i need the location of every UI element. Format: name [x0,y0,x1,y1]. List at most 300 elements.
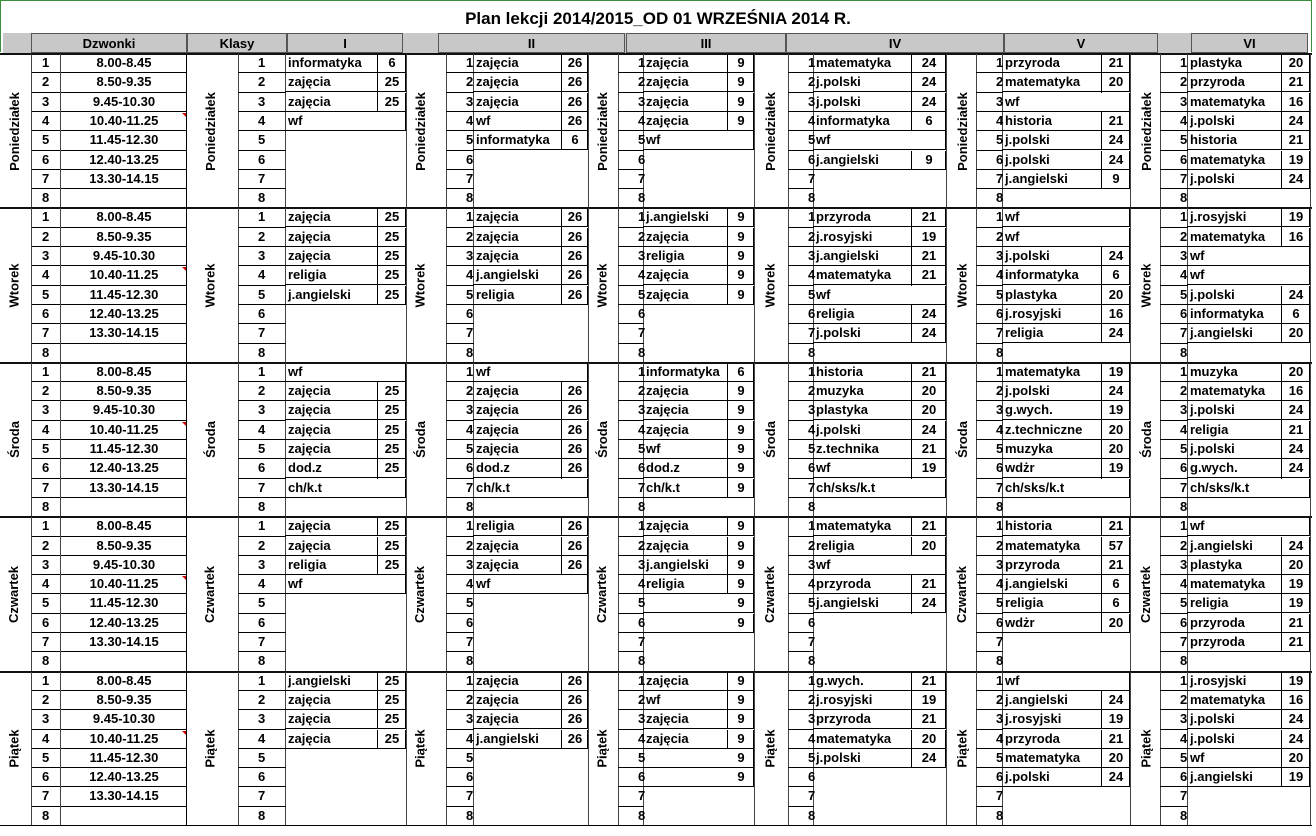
class-lesson-number: 7 [466,634,474,649]
subject: matematyka [816,730,892,746]
class-lesson-number: 7 [996,634,1004,649]
grid-line [1281,459,1282,478]
subject: informatyka [646,363,720,379]
class-lesson-number: 1 [638,363,646,379]
room-number [1282,787,1310,806]
class-lesson-number: 1 [996,518,1004,534]
class-lesson-number: 8 [258,653,266,669]
room-number [378,768,406,787]
class-lesson-number: 4 [1180,421,1188,437]
subject: muzyka [1005,441,1053,456]
lesson-number: 1 [42,518,50,534]
room-number: 26 [567,711,583,727]
grid-line [377,382,378,401]
grid-line [911,93,912,112]
subject: j.angielski [816,248,879,263]
day-name: Wtorek [594,263,610,308]
room-number: 20 [1288,556,1304,572]
class-lesson-number: 1 [638,55,646,70]
class-lesson-number: 3 [1180,556,1188,572]
lesson-number: 6 [42,614,50,630]
class-lesson-number: 3 [466,556,474,572]
room-number: 19 [1288,209,1304,225]
grid-line [727,286,728,305]
room-number [562,633,588,652]
subject: przyroda [1005,55,1060,70]
class-lesson-number: 1 [808,55,816,70]
room-number [728,305,754,324]
subject [816,498,916,517]
grid-line [1281,208,1282,227]
bell-time: 11.45-12.30 [89,286,159,302]
room-number [562,614,588,633]
class-lesson-number: 5 [1180,595,1188,611]
subject: j.polski [1005,151,1050,167]
room-number [728,787,754,806]
grid-line [1160,54,1161,208]
room-number [1282,652,1310,671]
subject: informatyka [1190,305,1264,321]
subject [476,787,576,806]
room-number [912,344,946,363]
bell-time [62,807,186,826]
grid-line [60,54,61,208]
class-lesson-number: 6 [996,151,1004,167]
bell-time: 9.45-10.30 [92,248,156,263]
room-number: 9 [737,248,745,263]
class-lesson-number: 3 [638,556,646,572]
class-lesson-number: 6 [466,460,474,476]
class-lesson-number: 6 [466,151,474,167]
class-lesson-number: 1 [258,55,266,70]
grid-line [561,286,562,305]
subject: wf [288,363,303,379]
class-lesson-number: 5 [466,441,474,456]
day-label-block [1136,517,1156,671]
subject: j.polski [1190,441,1235,456]
class-lesson-number: 6 [638,151,646,167]
lesson-number: 4 [42,112,50,128]
grid-line [1281,749,1282,768]
room-number: 9 [737,595,745,611]
grid-line [1281,305,1282,324]
subject: g.wych. [1190,460,1238,476]
grid-line [1281,768,1282,787]
class-lesson-number: 6 [1180,305,1188,321]
subject [646,324,736,343]
grid-line [1101,247,1102,266]
subject: plastyka [1190,556,1243,572]
class-lesson-number: 5 [808,749,816,765]
grid-line [976,54,977,208]
room-number: 9 [737,93,745,109]
room-number: 25 [384,228,400,244]
subject: matematyka [1190,151,1266,167]
subject [1190,344,1290,363]
class-lesson-number: 6 [466,305,474,321]
subject: j.rosyjski [1190,209,1247,225]
grid-line [406,672,407,826]
class-lesson-number: 3 [638,93,646,109]
class-lesson-number: 1 [466,518,474,534]
room-number: 21 [1108,556,1124,572]
bell-time: 13.30-14.15 [89,634,159,649]
class-lesson-number: 5 [258,132,266,148]
class-lesson-number: 2 [466,537,474,553]
class-lesson-number: 1 [808,363,816,379]
class-lesson-number: 6 [996,460,1004,476]
class-lesson-number: 1 [638,672,646,688]
subject [1190,652,1290,671]
room-number [562,749,588,768]
grid-line [911,151,912,170]
subject [646,498,736,517]
room-number: 24 [1288,402,1304,418]
class-lesson-number: 8 [638,344,646,360]
subject [816,787,916,806]
room-number [912,498,946,517]
room-number [1102,652,1130,671]
class-lesson-number: 6 [638,614,646,630]
room-number: 26 [567,556,583,572]
class-lesson-number: 7 [1180,170,1188,186]
subject: plastyka [1005,286,1058,302]
subject: zajęcia [288,93,331,109]
class-lesson-number: 5 [808,595,816,611]
room-number: 24 [921,55,937,70]
room-number: 25 [384,286,400,302]
subject: religia [1190,595,1229,611]
class-lesson-number: 8 [466,807,474,823]
bell-time: 11.45-12.30 [89,749,159,765]
day-name: Czwartek [954,565,970,623]
grid-line [727,421,728,440]
bell-time: 8.00-8.45 [96,672,152,688]
room-number: 9 [737,74,745,90]
class-lesson-number: 8 [1180,498,1188,514]
class-lesson-number: 1 [996,55,1004,70]
subject [646,170,736,189]
room-number [1282,517,1310,536]
grid-line [561,517,562,536]
class-lesson-number: 2 [1180,74,1188,90]
room-number: 19 [1108,363,1124,379]
room-number: 9 [1112,170,1120,186]
grid-line [1281,710,1282,729]
grid-line [561,228,562,247]
class-lesson-number: 2 [638,228,646,244]
room-number [728,324,754,343]
subject: zajęcia [476,209,519,225]
room-number: 19 [921,228,937,244]
room-number: 9 [737,55,745,70]
subject: wf [288,112,303,128]
day-name: Czwartek [594,565,610,623]
grid-line [186,517,187,671]
class-lesson-number: 4 [258,112,266,128]
room-number [378,479,406,498]
subject: muzyka [1190,363,1238,379]
subject: zajęcia [476,556,519,572]
subject [646,189,736,208]
class-lesson-number: 7 [1180,325,1188,341]
bell-time: 8.50-9.35 [96,691,152,707]
grid-line [1310,363,1311,517]
subject [1005,189,1105,208]
room-number: 21 [921,576,937,592]
grid-line [1281,112,1282,131]
room-number [562,151,588,170]
day-label-3 [4,363,24,517]
day-name: Czwartek [1138,565,1154,623]
room-number [912,633,946,652]
room-number: 20 [1108,441,1124,456]
bell-time: 13.30-14.15 [89,479,159,495]
subject [816,633,916,652]
grid-line [911,459,912,478]
day-label-block [760,517,780,671]
room-number [912,787,946,806]
class-lesson-number: 4 [258,576,266,592]
subject [288,594,388,613]
class-lesson-number: 7 [808,634,816,649]
room-number: 6 [925,112,933,128]
subject: przyroda [1190,74,1245,90]
subject: j.polski [1190,730,1235,746]
room-number: 21 [1288,421,1304,437]
class-lesson-number: 1 [1180,209,1188,225]
class-lesson-number: 1 [258,209,266,225]
room-number [1102,807,1130,826]
subject [1190,189,1290,208]
room-number [1102,633,1130,652]
subject: matematyka [1005,363,1081,379]
class-lesson-number: 7 [638,325,646,341]
grid-line [1101,324,1102,343]
subject: zajęcia [288,518,331,534]
subject: przyroda [1005,730,1060,746]
subject [476,807,576,826]
room-number: 9 [925,151,933,167]
room-number: 24 [1288,537,1304,553]
room-number: 26 [567,460,583,476]
subject: religia [816,305,855,321]
grid-line [911,691,912,710]
lesson-number: 7 [42,325,50,341]
grid-line [60,208,61,362]
lesson-number: 2 [42,74,50,90]
day-name: Piątek [954,729,970,768]
day-name: Środa [412,421,428,459]
header-class-2: II [438,33,625,53]
room-number: 21 [1288,614,1304,630]
subject: ch/k.t [288,479,322,495]
room-number [1282,266,1310,285]
room-number [378,498,406,517]
class-lesson-number: 3 [638,402,646,418]
lesson-number: 7 [42,170,50,186]
room-number [1102,93,1130,112]
subject: historia [1190,132,1237,148]
day-label-5 [4,672,24,826]
class-lesson-number: 2 [808,74,816,90]
day-name: Piątek [202,729,218,768]
grid-line [588,517,589,671]
room-number: 19 [1288,151,1304,167]
room-number: 21 [1288,634,1304,649]
subject: religia [288,267,327,283]
grid-line [1310,54,1311,208]
grid-line [727,208,728,227]
day-label-block [410,54,430,208]
class-lesson-number: 2 [808,383,816,399]
day-name: Piątek [1138,729,1154,768]
subject: wf [816,556,831,572]
subject [816,614,916,633]
grid-line [1101,730,1102,749]
room-number [378,807,406,826]
room-number: 16 [1108,305,1124,321]
class-lesson-number: 4 [466,421,474,437]
subject: j.polski [1005,383,1050,399]
subject [1190,807,1290,826]
subject [476,768,576,787]
subject: zajęcia [646,421,689,437]
class-lesson-number: 5 [258,286,266,302]
class-lesson-number: 6 [996,614,1004,630]
subject: j.polski [1005,769,1050,785]
class-lesson-number: 8 [996,190,1004,206]
grid-line [561,537,562,556]
subject: zajęcia [288,691,331,707]
subject: zajęcia [288,74,331,90]
grid-line [1130,363,1131,517]
room-number: 26 [567,248,583,263]
subject [476,170,576,189]
class-lesson-number: 2 [996,383,1004,399]
bell-time: 13.30-14.15 [89,325,159,341]
grid-line [377,421,378,440]
class-lesson-number: 5 [638,595,646,611]
grid-line [1281,556,1282,575]
class-lesson-number: 8 [258,807,266,823]
grid-line [754,363,755,517]
subject [816,768,916,787]
subject: j.polski [1005,132,1050,148]
room-number: 24 [921,305,937,321]
subject [1005,652,1105,671]
bell-time: 12.40-13.25 [89,305,159,321]
subject: matematyka [816,267,892,283]
lesson-number: 8 [42,190,50,206]
room-number: 24 [1108,383,1124,399]
subject: wf [1190,267,1205,283]
class-lesson-number: 6 [996,769,1004,785]
class-lesson-number: 3 [996,248,1004,263]
grid-line [377,401,378,420]
grid-line [377,672,378,691]
grid-line [377,247,378,266]
class-lesson-number: 8 [808,498,816,514]
room-number: 26 [567,286,583,302]
room-number [1282,344,1310,363]
subject: zajęcia [288,730,331,746]
class-lesson-number: 6 [1180,614,1188,630]
subject: zajęcia [288,228,331,244]
day-label-block [1136,54,1156,208]
class-lesson-number: 5 [996,132,1004,148]
lesson-number: 5 [42,595,50,611]
room-number: 24 [1108,132,1124,148]
class-lesson-number: 1 [1180,55,1188,70]
grid-line [911,305,912,324]
room-number: 21 [921,363,937,379]
class-lesson-number: 6 [258,769,266,785]
room-number: 26 [567,537,583,553]
class-lesson-number: 1 [1180,363,1188,379]
room-number [1102,498,1130,517]
day-label-block [952,517,972,671]
class-lesson-number: 8 [638,653,646,669]
day-label-block [760,363,780,517]
bell-time: 10.40-11.25 [89,576,159,592]
bell-time: 11.45-12.30 [89,595,159,611]
subject: zajęcia [288,421,331,437]
subject [646,749,736,768]
subject: zajęcia [476,93,519,109]
subject: zajęcia [646,711,689,727]
subject: przyroda [1190,614,1245,630]
subject: wf [1190,248,1205,263]
subject: j.angielski [1190,537,1253,553]
subject [476,189,576,208]
room-number: 24 [921,93,937,109]
subject [1190,498,1290,517]
class-lesson-number: 5 [638,132,646,148]
subject [476,652,576,671]
room-number: 19 [1288,769,1304,785]
grid-line [911,401,912,420]
grid-line [1101,151,1102,170]
grid-line [1101,614,1102,633]
class-lesson-number: 4 [466,112,474,128]
day-name: Środa [202,421,218,459]
subject: zajęcia [476,672,519,688]
room-number: 9 [737,286,745,302]
room-number [1102,189,1130,208]
room-number [728,170,754,189]
class-lesson-number: 4 [808,112,816,128]
subject: zajęcia [288,209,331,225]
subject: j.rosyjski [1005,711,1062,727]
lesson-number: 8 [42,498,50,514]
room-number [728,633,754,652]
class-lesson-number: 1 [638,518,646,534]
grid-line [1281,575,1282,594]
class-lesson-number: 8 [638,498,646,514]
room-number: 25 [384,74,400,90]
room-number [1282,479,1310,498]
room-number [378,575,406,594]
room-number: 6 [1112,595,1120,611]
room-number: 20 [1288,55,1304,70]
subject: zajęcia [646,672,689,688]
class-lesson-number: 4 [808,730,816,746]
grid-line [377,73,378,92]
room-number: 21 [1108,730,1124,746]
subject: j.polski [1190,711,1235,727]
grid-line [727,363,728,382]
